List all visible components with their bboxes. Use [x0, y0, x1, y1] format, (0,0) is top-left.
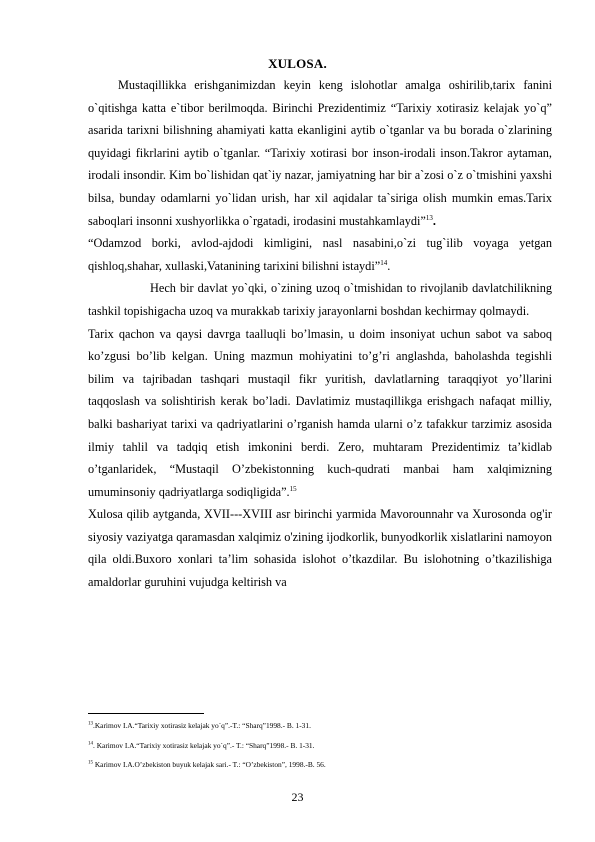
paragraph-text: Mustaqillikka erishganimizdan keyin keng islohotlar amalga oshirilib,tarix fanini o`qitishga katta e`tibor berilmoqda. Birinchi Prezidentimiz “Tarixiy xotirasiz kelajak yo`q” asarida tarixni bilishning ahamiyati katta ekanligini aytib o`tganlar va bu borada o`zlarining quyidagi fikrlarini aytib o`tganlar. “Tarixiy xotirasi bor inson-irodali inson.Takror aytaman, irodali insondir. Kim bo`lishidan qat`iy nazar, jamiyatning har bir a`zosi o`z o`tmishini yaxshi bilsa, bunday odamlarni yo`lidan urish, har xil aqidalar ta`siriga olish mumkin emas.Tarix saboqlari insonni xushyorlikka o`rgatadi, irodasini mustahkamlaydi” [88, 78, 552, 228]
paragraph-text: “Odamzod borki, avlod-ajdodi kimligini, nasl nasabini,o`zi tug`ilib voyaga yetgan qishloq,shahar, xullaski,Vatanining tarixini bilishni istaydi” [88, 236, 552, 273]
footnote-ref[interactable]: 15 [289, 484, 297, 493]
footnote-item [88, 755, 558, 775]
paragraph-text: Xulosa qilib aytganda, XVII---XVIII asr birinchi yarmida Mavorounnahr va Xurosonda og'ir siyosiy vaziyatga qaramasdan xalqimiz o'zining ijodkorlik, bunyodkorlik xislatlarini namoyon qila oldi.Buxoro xonlari ta’lim sohasida islohot o’tkazdilar. Bu islohotning o’tkazilishiga amaldorlar guruhini vujudga keltirish va [88, 507, 552, 590]
footnote-ref[interactable]: 14 [380, 258, 388, 267]
paragraph-text: Hech bir davlat yo`qki, o`zining uzoq o`tmishidan to rivojlanib davlatchilikning tashkil topishigacha uzoq va murakkab tarixiy jarayonlarni boshdan kechirmay qolmaydi. [88, 281, 552, 318]
paragraph-history [88, 323, 552, 504]
footnote-divider [88, 713, 204, 714]
footnote-item [88, 736, 558, 756]
footnote-number: 13 [88, 721, 93, 727]
footnote-number: 14 [88, 741, 93, 747]
footnote-number: 15 [88, 760, 93, 766]
footnote-ref[interactable]: 13 [425, 213, 433, 222]
page-number: 23 [291, 790, 304, 804]
paragraph-text: Tarix qachon va qaysi davrga taalluqli bo’lmasin, u doim insoniyat uchun sabot va saboq ko’zgusi bo’lib kelgan. Uning mazmun mohiyatini to’g’ri anglashda, baholashda tegishli bilim va tajribadan tashqari mustaqil fikr yuritish, davlatlarning taraqqiyot yo’llarini taqqoslash va solishtirish kerak bo’ladi. Davlatimiz mustaqillikga erishgach nafaqat milliy, balki bashariyat tarixi va qadriyatlarini o’rganish hamda ularni o’z tafakkur tarzimiz asosida ilmiy tahlil va tadqiq etish imkonini berdi. Zero, muhtaram Prezidentimiz ta’kidlab o’tganlaridek, “Mustaqil O’zbekistonning kuch-qudrati manbai ham xalqimizning umuminsoniy qadriyatlarga sodiqligida”. [88, 326, 552, 499]
footnotes [88, 716, 558, 775]
footnote-item [88, 716, 558, 736]
footnote-text: .Karimov I.A.“Tarixiy xotirasiz kelajak yo`q”.-T.: “Sharq”1998.- B. 1-31. [93, 721, 311, 730]
footnote-text: . Karimov I.A.“Tarixiy xotirasiz kelajak yo`q”.- T.: “Sharq”1998.- B. 1-31. [93, 740, 315, 750]
paragraph-intro: Mustaqillikka erishganimizdan keyin keng islohotlar amalga oshirilib,tarix fanini o`qitishga katta e`tibor berilmoqda. Birinchi Prezidentimiz “Tarixiy xotirasiz kelajak yo`q” asarida tarixni bilishning ahamiyati katta ekanligini aytib o`tganlar va bu borada o`zlarining quyidagi fikrlarini aytib o`tganlar. “Tarixiy xotirasi bor inson-irodali inson.Takror aytaman, irodali insondir. Kim bo`lishidan qat`iy nazar, jamiyatning har bir a`zosi o`z o`tmishini yaxshi bilsa, bunday odamlarni yo`lidan urish, har xil aqidalar ta`siriga olish mumkin emas.Tarix saboqlari insonni xushyorlikka o`rgatadi, irodasini mustahkamlaydi”$^{13}$. [88, 78, 552, 228]
section-title: XULOSA. [268, 56, 327, 71]
paragraph-statehood [88, 277, 552, 322]
paragraph-conclusion [88, 503, 552, 593]
footnote-text: Karimov I.A.O’zbekiston buyuk kelajak sari.- T.: “O’zbekiston”, 1998.-B. 56. [93, 760, 326, 770]
paragraph-quote: “Odamzod borki, avlod-ajdodi kimligini, nasl nasabini,o`zi tug`ilib voyaga yetgan qishloq,shahar, xullaski,Vatanining tarixini bilishni istaydi”$^{14}$. [88, 236, 552, 273]
body-text [88, 74, 552, 594]
